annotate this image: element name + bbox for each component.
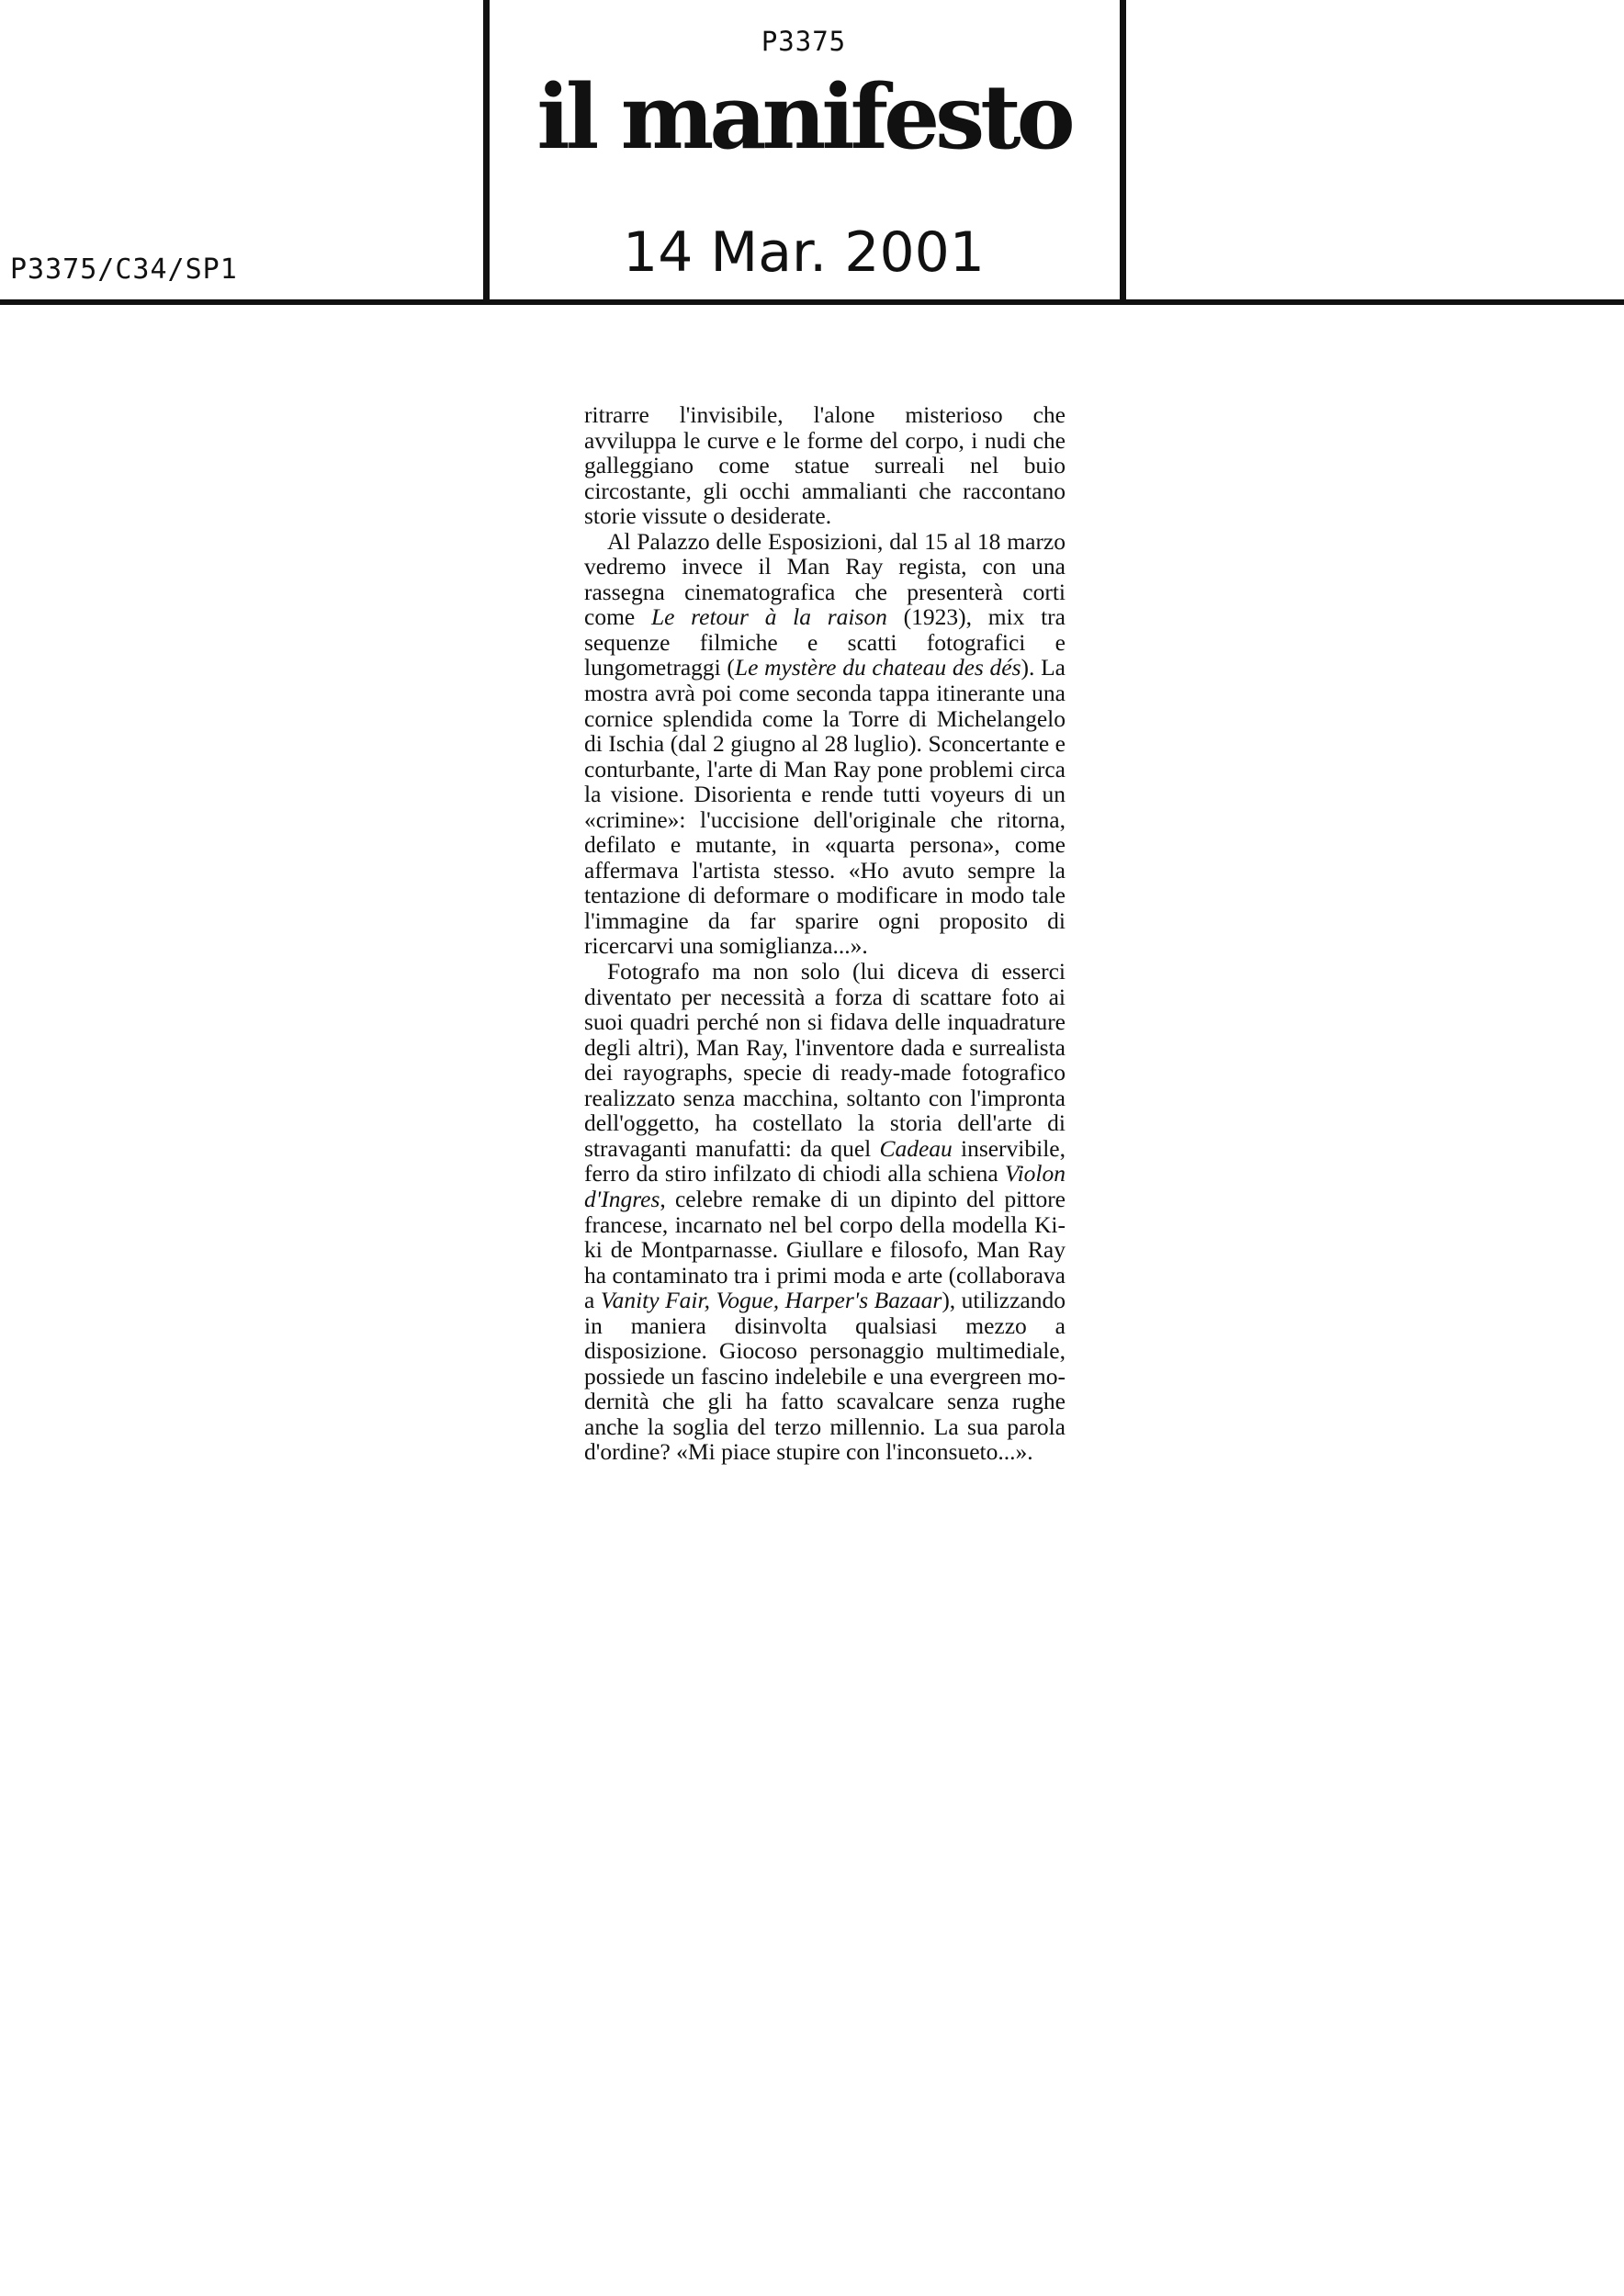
- clipping-header: [0, 0, 1624, 306]
- archive-code-left: P3375/C34/SP1: [10, 253, 238, 286]
- text-run: inservibile, ferro da stiro infilzato di chiodi alla schiena: [584, 1134, 1066, 1187]
- italic-title: Vanity Fair, Vogue, Harper's Bazaar: [600, 1287, 942, 1314]
- header-bottom-rule: [0, 299, 1624, 305]
- newspaper-masthead: il manifesto: [536, 65, 1071, 169]
- archive-code-top: P3375: [761, 26, 847, 57]
- text-run: , celebre remake di un dipinto del pittore francese, incarnato nel bel corpo della modella Kiki de Montparnasse. Giullare e filosofo, Man Ray ha contaminato tra i primi moda e arte (collaborava a: [584, 1185, 1066, 1314]
- article-paragraph: [584, 402, 1066, 529]
- publication-date: 14 Mar. 2001: [623, 220, 985, 285]
- text-run: ritrarre l'invisibile, l'alone misterioso che avviluppa le curve e le forme del corpo, i nudi che galleggiano come statue surreali nel buio circostante, gli occhi ammalianti che raccontano storie vissute o desiderate.: [584, 401, 1066, 530]
- article-column: [584, 402, 1066, 1465]
- italic-title: Le mystère du chateau des dés: [734, 654, 1021, 681]
- text-run: ). La mostra avrà poi come seconda tappa itinerante una cornice splendida come la Torre di Michelangelo di Ischia (dal 2 giugno al 28 luglio). Sconcertante e conturbante, l'arte di Man Ray pone problemi circa la visione. Disorienta e rende tutti voyeurs di un «crimine»: l'uccisione dell'originale che ritorna, defilato e mutante, in «quarta persona», come affermava l'artista stesso. «Ho avuto sempre la tentazione di deformare o modificare in modo tale l'immagine da far sparire ogni proposito di ricercarvi una somiglianza...».: [584, 654, 1066, 960]
- text-run: (1923), mix tra sequenze filmiche e scatti fotografici e lungometraggi (: [584, 603, 1066, 681]
- italic-title: Cadeau: [879, 1134, 953, 1162]
- italic-title: Violon d'Ingres: [584, 1160, 1066, 1212]
- header-right-divider: [1120, 0, 1126, 303]
- text-run: Fotografo ma non solo (lui diceva di esserci diventato per necessità a forza di scattare foto ai suoi quadri perché non si fidava delle inquadrature degli altri), Man Ray, l'inventore dada e surrealista dei rayographs, specie di ready-made fotografico realizzato senza macchina, soltanto con l'impronta dell'oggetto, ha costellato la storia dell'arte di stravaganti manufatti: da quel: [584, 958, 1066, 1162]
- text-run: Al Palazzo delle Esposizioni, dal 15 al 18 marzo vedremo invece il Man Ray regista, con una rassegna cinematografica che presenterà corti come: [584, 527, 1066, 631]
- italic-title: Le retour à la raison: [650, 603, 887, 631]
- article-paragraph: [584, 959, 1066, 1465]
- text-run: ), utilizzando in maniera disinvolta qualsiasi mezzo a disposizione. Giocoso personaggio multimediale, possiede un fascino indelebile e una evergreen modernità che gli ha fatto scavalcare senza rughe anche la soglia del terzo millennio. La sua parola d'ordine? «Mi piace stupire con l'inconsueto...».: [584, 1287, 1066, 1466]
- article-paragraph: [584, 529, 1066, 959]
